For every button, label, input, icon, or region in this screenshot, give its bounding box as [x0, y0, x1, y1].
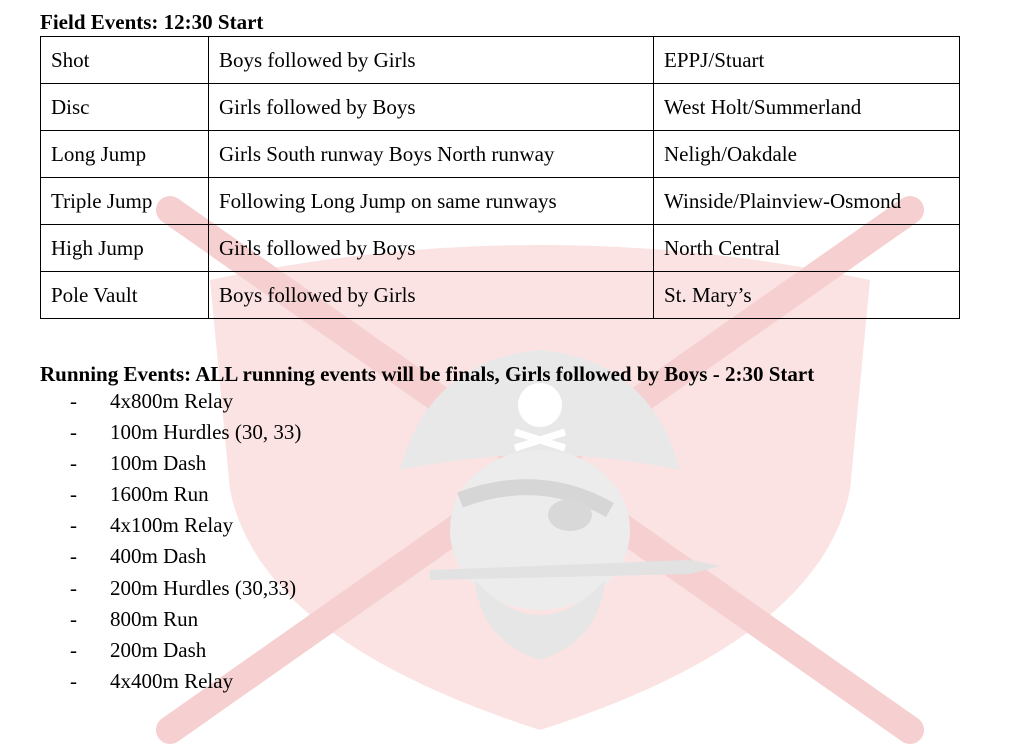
event-officials: Winside/Plainview-Osmond: [654, 178, 960, 225]
list-bullet: -: [70, 482, 77, 507]
event-name: Long Jump: [41, 131, 209, 178]
table-row: [41, 225, 960, 272]
event-order: Girls followed by Boys: [209, 225, 654, 272]
event-officials: St. Mary’s: [654, 272, 960, 319]
list-item: [70, 417, 301, 448]
running-event-label: 100m Dash: [110, 451, 207, 476]
list-bullet: -: [70, 637, 77, 662]
list-bullet: -: [70, 451, 77, 476]
running-event-label: 200m Hurdles (30,33): [110, 575, 297, 600]
list-item: [70, 541, 301, 572]
list-item: [70, 573, 301, 604]
event-name: Pole Vault: [41, 272, 209, 319]
running-events-list: [70, 386, 301, 697]
running-event-label: 4x100m Relay: [110, 513, 234, 538]
table-row: [41, 272, 960, 319]
field-events-table: [40, 36, 960, 319]
list-item: [70, 604, 301, 635]
event-name: Disc: [41, 84, 209, 131]
running-event-label: 1600m Run: [110, 482, 209, 507]
table-row: [41, 37, 960, 84]
list-item: [70, 666, 301, 697]
running-event-label: 200m Dash: [110, 637, 207, 662]
event-name: Shot: [41, 37, 209, 84]
list-bullet: -: [70, 513, 77, 538]
running-events-heading: Running Events: ALL running events will be finals, Girls followed by Boys - 2:30 Start: [40, 362, 815, 386]
table-row: [41, 178, 960, 225]
running-event-label: 4x800m Relay: [110, 389, 234, 413]
running-event-label: 100m Hurdles (30, 33): [110, 420, 302, 445]
table-row: [41, 84, 960, 131]
running-event-label: 4x400m Relay: [110, 668, 234, 693]
event-officials: West Holt/Summerland: [654, 84, 960, 131]
running-event-label: 800m Run: [110, 606, 199, 631]
list-item: [70, 479, 301, 510]
list-bullet: -: [70, 575, 77, 600]
event-order: Boys followed by Girls: [209, 272, 654, 319]
running-event-label: 400m Dash: [110, 544, 207, 569]
event-officials: North Central: [654, 225, 960, 272]
event-officials: EPPJ/Stuart: [654, 37, 960, 84]
list-item: [70, 448, 301, 479]
list-bullet: -: [70, 420, 77, 445]
list-item: [70, 510, 301, 541]
event-order: Girls followed by Boys: [209, 84, 654, 131]
event-name: High Jump: [41, 225, 209, 272]
list-bullet: -: [70, 606, 77, 631]
event-order: Boys followed by Girls: [209, 37, 654, 84]
list-bullet: -: [70, 389, 77, 413]
event-officials: Neligh/Oakdale: [654, 131, 960, 178]
list-item: [70, 386, 301, 417]
event-order: Following Long Jump on same runways: [209, 178, 654, 225]
event-order: Girls South runway Boys North runway: [209, 131, 654, 178]
list-bullet: -: [70, 668, 77, 693]
list-item: [70, 635, 301, 666]
list-bullet: -: [70, 544, 77, 569]
event-name: Triple Jump: [41, 178, 209, 225]
field-events-heading: Field Events: 12:30 Start: [40, 10, 264, 34]
table-row: [41, 131, 960, 178]
